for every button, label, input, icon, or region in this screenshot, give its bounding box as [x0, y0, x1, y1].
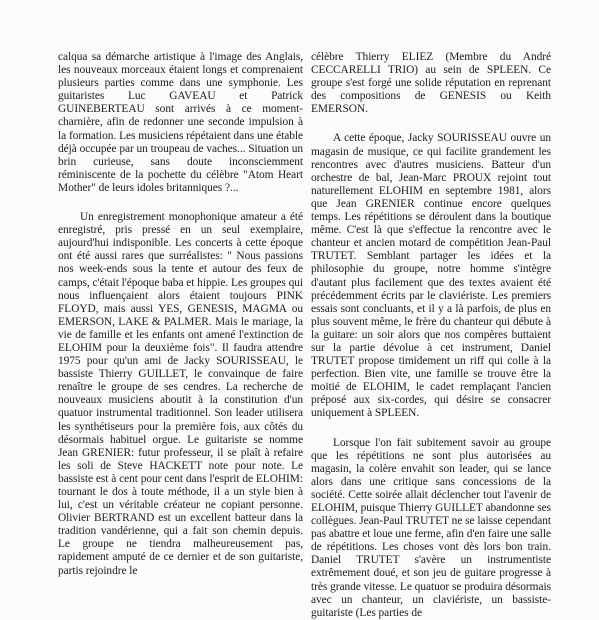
text-column-left	[58, 51, 303, 578]
paragraph: calqua sa démarche artistique à l'image des Anglais, les nouveaux morceaux étaient longs et comprenaient plusieurs parties comme dans une symphonie. Les guitaristes Luc GAVEAU et Patrick GUINEBERTEAU sont arrivés à ce moment-charnière, afin de redonner une seconde impulsion à la formation. Les musiciens répétaient dans une étable déjà occupée par un troupeau de vaches... Situation un brin curieuse, sans doute inconsciemment réminiscente de la pochette du célèbre "Atom Heart Mother" de leurs idoles britanniques ?...	[58, 51, 303, 194]
text-column-right	[311, 51, 551, 620]
paragraph: A cette époque, Jacky SOURISSEAU ouvre un magasin de musique, ce qui facilite grandement les rencontres avec d'autres musiciens. Batteur d'un orchestre de bal, Jean-Marc PROUX rejoint tout naturellement ELOHIM en septembre 1981, alors que Jean GRENIER continue encore quelques temps. Les répétitions se déroulent dans la boutique même. C'est là que s'effectue la rencontre avec le chanteur et ancien motard de compétition Jean-Paul TRUTET. Semblant partager les idées et la philosophie du groupe, notre homme s'intègre d'autant plus facilement que des textes avaient été précédemment écrits par le claviériste. Les premiers essais sont concluants, et il y a là parfois, de plus en plus souvent même, le frère du chanteur qui débute à la guitare: un soir alors que nos compères buttaient sur la partie dévolue à cet instrument, Daniel TRUTET propose timidement un riff qui colle à la perfection. Bien vite, une famille se trouve être la moitié de ELOHIM, le cadet remplaçant l'ancien préposé aux six-cordes, qui désire se consacrer uniquement à SPLEEN.	[311, 132, 551, 420]
paragraph: célèbre Thierry ELIEZ (Membre du André CECCARELLI TRIO) au sein de SPLEEN. Ce groupe s'est forgé une solide réputation en reprenant des compositions de GENESIS ou Keith EMERSON.	[311, 51, 551, 116]
paragraph: Lorsque l'on fait subitement savoir au groupe que les répétitions ne sont plus autorisées au magasin, la colère envahit son leader, qui se lance alors dans une critique sans concessions de la société. Cette soirée allait déclencher tout l'avenir de ELOHIM, puisque Thierry GUILLET abandonne ses collègues. Jean-Paul TRUTET ne se laisse cependant pas abattre et loue une ferme, afin d'en faire une salle de répétitions. Les choses vont dès lors bon train. Daniel TRUTET s'avère un instrumentiste extrêmement doué, et son jeu de guitare progresse à très grande vitesse. Le quatuor se produira désormais avec un chanteur, un claviériste, un bassiste-guitariste (Les parties de	[311, 436, 551, 619]
paragraph: Un enregistrement monophonique amateur a été enregistré, pris pressé en un seul exemplaire, aujourd'hui indisponible. Les concerts à cette époque ont été aussi rares que surréalistes: " Nous passions nos week-ends sous la tente et autour des feux de camps, c'était l'époque baba et hippie. Les groupes qui nous influençaient alors étaient toujours PINK FLOYD, mais aussi YES, GENESIS, MAGMA ou EMERSON, LAKE & PALMER. Mais le mariage, la vie de famille et les enfants ont amené l'extinction de ELOHIM pour la deuxième fois". Il faudra attendre 1975 pour qu'un ami de Jacky SOURISSEAU, le bassiste Thierry GUILLET, le convainque de faire renaître le groupe de ses cendres. La recherche de nouveaux musiciens aboutit à la constitution d'un quatuor instrumental traditionnel. Son leader utilisera les synthétiseurs pour la première fois, aux côtés du désormais habituel orgue. Le guitariste se nomme Jean GRENIER: futur professeur, il se plaît à refaire les soli de Steve HACKETT note pour note. Le bassiste est à cent pour cent dans l'esprit de ELOHIM: tournant le dos à toute méthode, il a un style bien à lui, c'est un véritable créateur ne copiant personne. Olivier BERTRAND est un excellent batteur dans la tradition vandérienne, qui a fait son chemin depuis. Le groupe ne tiendra malheureusement pas, rapidement amputé de ce dernier et de son guitariste, partis rejoindre le	[58, 211, 303, 577]
